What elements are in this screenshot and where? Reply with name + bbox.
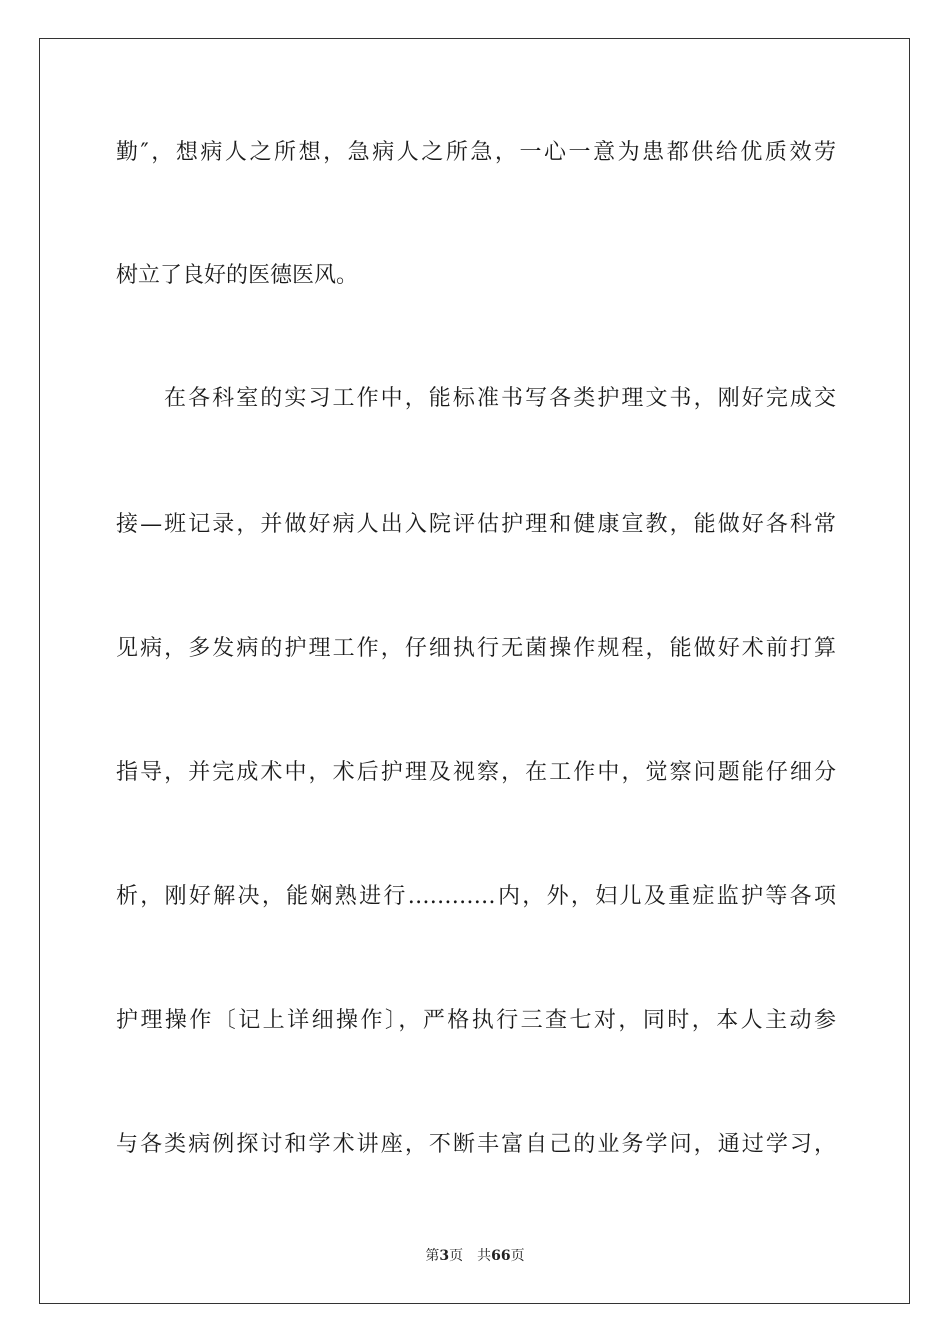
text-line-4: 接—班记录，并做好病人出入院评估护理和健康宣教，能做好各科常 xyxy=(116,512,836,537)
total-suffix: 页 xyxy=(510,1248,525,1264)
text-line-7: 析，刚好解决，能娴熟进行…………内，外，妇儿及重症监护等各项 xyxy=(116,884,836,909)
page-number: 3 xyxy=(439,1248,450,1264)
text-line-5: 见病，多发病的护理工作，仔细执行无菌操作规程，能做好术前打算 xyxy=(116,636,836,661)
text-line-2: 树立了良好的医德医风。 xyxy=(116,263,359,288)
text-line-6: 指导，并完成术中，术后护理及视察，在工作中，觉察问题能仔细分 xyxy=(116,760,836,785)
page-suffix: 页 xyxy=(449,1248,464,1264)
total-pages: 66 xyxy=(491,1248,511,1264)
page-footer xyxy=(0,1247,950,1265)
text-line-1: 勤″，想病人之所想，急病人之所急，一心一意为患都供给优质效劳 xyxy=(116,140,836,165)
page-frame xyxy=(39,38,910,1304)
text-line-9: 与各类病例探讨和学术讲座，不断丰富自己的业务学问，通过学习， xyxy=(116,1132,836,1157)
total-prefix: 共 xyxy=(477,1248,492,1264)
text-line-8: 护理操作〔记上详细操作〕，严格执行三查七对，同时，本人主动参 xyxy=(116,1008,836,1033)
page-prefix: 第 xyxy=(425,1248,440,1264)
paragraph-start-line: 在各科室的实习工作中，能标准书写各类护理文书，刚好完成交 xyxy=(164,386,836,411)
